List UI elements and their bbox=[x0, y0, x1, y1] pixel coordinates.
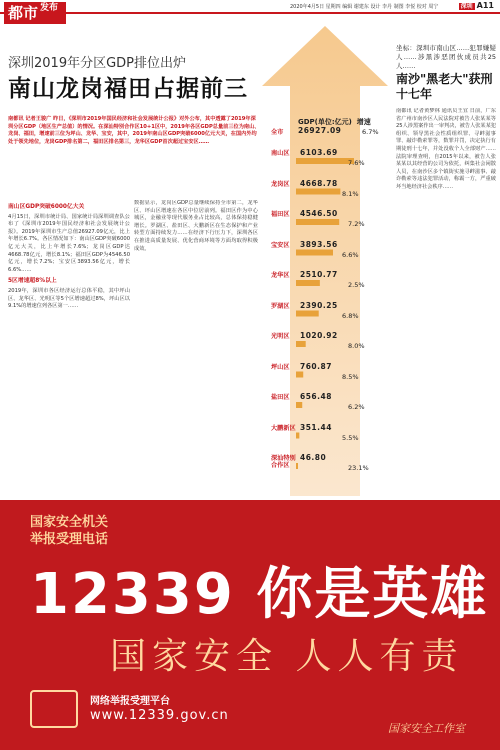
chart-value-label: 760.87 bbox=[300, 361, 332, 371]
gdp-bar bbox=[296, 402, 302, 408]
chart-region-label: 坪山区 bbox=[271, 363, 290, 371]
gdp-bar bbox=[296, 433, 299, 439]
chart-value-label: 46.80 bbox=[300, 453, 327, 462]
chart-growth-label: 7.2% bbox=[348, 220, 365, 228]
column-text-2: 2019年，深圳市各区经济运行总体平稳，其中坪山区、龙华区、光明区等5个区增速超过8%，坪山区以9.1%的增速位列各区第一…… bbox=[8, 287, 130, 310]
chart-region-label: 光明区 bbox=[271, 333, 290, 340]
article-kicker: 深圳2019年分区GDP排位出炉 bbox=[8, 56, 187, 71]
total-value: 26927.09 bbox=[298, 126, 342, 135]
chart-region-label: 盐田区 bbox=[271, 394, 290, 401]
chart-value-label: 4546.50 bbox=[300, 209, 338, 218]
section-brand bbox=[4, 2, 66, 24]
chart-value-label: 656.48 bbox=[300, 392, 332, 401]
article-column-2 bbox=[134, 200, 258, 500]
chart-region-label: 罗湖区 bbox=[271, 302, 290, 310]
chart-region-label: 龙岗区 bbox=[271, 180, 290, 188]
gdp-bar bbox=[296, 280, 320, 286]
article-lead: 南都讯 记者王骏广 昨日，《深圳市2019年国民经济和社会发展统计公报》对外公布，其中透露了2019年深圳分区GDP（地区生产总值）的情况。在深汕特别合作区10+1区中，2019年各区GDP总量前三位为南山、龙岗、福田，增速前三位为坪山、龙华、宝安，其中，2019年南山区GDP突破6000亿元大关，在国内外均处于领先地位，龙岗GDP排名第二，福田区排名第三，龙华区GDP首次超过宝安区…… bbox=[8, 116, 260, 145]
chart-unit-label: GDP(单位:亿元) 增速 bbox=[298, 118, 371, 126]
gdp-bar bbox=[296, 311, 319, 317]
chart-value-label: 4668.78 bbox=[300, 178, 338, 188]
side-body: 南都讯 记者黄梦林 通讯员王宜 日前，广东省广州市南沙区人民法院对被告人张某某等25人涉黑案作出一审判决，被告人张某某犯组织、领导黑社会性质组织罪、寻衅滋事罪、敲诈勒索罪等，数罪并罚，决定执行有期徒刑十七年，并处没收个人全部财产……法院审理查明，自2015年以来，被告人张某某以其经营的公司为依托，纠集社会闲散人员，在南沙区多个镇街实施寻衅滋事、敲诈勒索等违法犯罪活动，称霸一方，严重破坏当地经济社会秩序…… bbox=[396, 108, 496, 190]
gdp-bar bbox=[296, 250, 333, 256]
chart-growth-label: 5.5% bbox=[342, 433, 359, 442]
chart-growth-label: 23.1% bbox=[348, 464, 369, 472]
chart-growth-label: 增速 bbox=[356, 118, 371, 126]
chart-growth-label: 7.6% bbox=[348, 159, 365, 167]
column-text: 数据显示，龙岗区GDP总量继续保持全市第二，龙华区、坪山区增速在各区中位居前列。福田区作为中心城区，金融业等现代服务业占比较高，总体保持稳健增长。罗湖区、盐田区、大鹏新区在生态保护和产业转型方面持续发力……在经济下行压力下，深圳各区在推进高质量发展、优化营商环境等方面均取得积极成效。 bbox=[134, 200, 258, 252]
side-headline: 南沙"黑老大"获刑十七年 bbox=[396, 72, 493, 101]
gdp-bar bbox=[296, 372, 303, 378]
chart-region-label: 深汕特别合作区 bbox=[271, 455, 296, 469]
shield-emblem-icon bbox=[30, 690, 78, 728]
chart-growth-label: 8.0% bbox=[348, 342, 365, 350]
total-label: 全市 bbox=[271, 129, 284, 136]
article-headline: 南山龙岗福田占据前三 bbox=[8, 76, 248, 102]
dateline: 2020年4月5日 星期四 编辑 谢建东 设计 李丹 制图 李悦 校对 周宁 bbox=[290, 4, 439, 10]
chart-value-label: 3893.56 bbox=[300, 239, 338, 249]
ad-platform-label: 网络举报受理平台 bbox=[90, 696, 170, 707]
gdp-bar bbox=[296, 158, 354, 164]
chart-value-label: 1020.92 bbox=[300, 331, 338, 340]
chart-growth-label: 2.5% bbox=[348, 281, 365, 289]
page-number: 深圳 A11 bbox=[460, 1, 494, 10]
total-growth: 6.7% bbox=[362, 128, 379, 136]
chart-region-label: 龙华区 bbox=[271, 272, 290, 279]
gdp-bar bbox=[296, 219, 339, 225]
national-security-ad bbox=[0, 500, 500, 750]
column-text: 4月15日，深圳市统计局、国家统计局深圳调查队公布了《深圳市2019年国民经济和社会发展统计公报》。2019年深圳市生产总值26927.09亿元，比上年增长6.7%。各区情况如下：南山区GDP突破6000亿元大关，比上年增长7.6%；龙岗区GDP达4668.78亿元，增长8.1%；福田区GDP为4546.50亿元，增长7.2%；宝安区3893.56亿元，增长6.6%…… bbox=[8, 213, 130, 273]
article-column-1 bbox=[8, 200, 130, 500]
ad-platform-url[interactable]: www.12339.gov.cn bbox=[90, 708, 229, 723]
chart-region-label: 大鹏新区 bbox=[271, 424, 296, 432]
chart-value-label: 351.44 bbox=[300, 422, 332, 432]
chart-region-label: 福田区 bbox=[271, 211, 290, 218]
chart-growth-label: 6.8% bbox=[342, 311, 359, 320]
chart-value-label: 6103.69 bbox=[300, 148, 338, 157]
ad-hotline-slogan: 12339 你是英雄 bbox=[30, 562, 489, 627]
brand-name: 都市 bbox=[8, 4, 39, 22]
chart-growth-label: 6.6% bbox=[342, 250, 359, 259]
chart-value-label: 2390.25 bbox=[300, 300, 338, 310]
ad-title: 国家安全机关 举报受理电话 bbox=[30, 515, 109, 547]
column-subhead: 南山区GDP突破6000亿大关 bbox=[8, 204, 85, 210]
chart-growth-label: 8.1% bbox=[342, 189, 359, 198]
chart-region-label: 南山区 bbox=[271, 150, 290, 157]
gdp-bar bbox=[296, 341, 306, 347]
page-tag: 深圳 bbox=[460, 3, 473, 10]
ad-slogan: 国家安全 人人有责 bbox=[110, 636, 464, 677]
brand-section: 发布 bbox=[40, 3, 59, 13]
column-subhead-2: 5区增速超8%以上 bbox=[8, 278, 57, 285]
chart-growth-label: 6.2% bbox=[348, 403, 365, 411]
ad-signature: 国家安全工作室 bbox=[388, 722, 465, 735]
gdp-bar bbox=[296, 189, 340, 195]
chart-growth-label: 8.5% bbox=[342, 372, 359, 381]
side-top-text: 坐标：深圳市南山区……犯罪嫌疑人……涉黑涉恶团伙成员共25人…… bbox=[396, 44, 496, 70]
chart-value-label: 2510.77 bbox=[300, 270, 338, 279]
chart-region-label: 宝安区 bbox=[271, 241, 290, 249]
